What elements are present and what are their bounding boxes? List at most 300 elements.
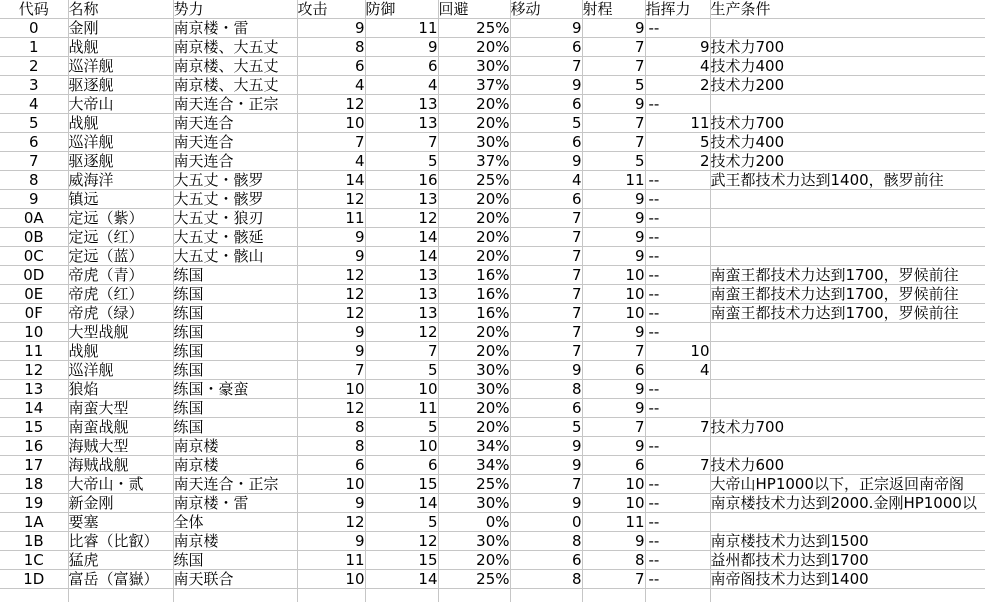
cell-defense[interactable]: 13 (365, 95, 438, 114)
cell-code[interactable]: 1 (0, 38, 68, 57)
cell-attack[interactable]: 10 (297, 114, 365, 133)
cell-command[interactable]: 7 (645, 456, 710, 475)
cell-faction[interactable]: 大五丈・骸罗 (173, 171, 297, 190)
cell-range[interactable]: 9 (582, 323, 645, 342)
cell-attack[interactable]: 4 (297, 152, 365, 171)
cell-condition[interactable]: 南蛮王都技术力达到1700，罗候前往 (710, 285, 985, 304)
cell-evasion[interactable]: 16% (438, 266, 510, 285)
cell-range[interactable]: 10 (582, 475, 645, 494)
cell-attack[interactable]: 14 (297, 171, 365, 190)
cell-command[interactable]: -- (645, 380, 710, 399)
cell-move[interactable]: 8 (510, 570, 582, 589)
cell-range[interactable]: 7 (582, 114, 645, 133)
cell-faction[interactable]: 南京楼・雷 (173, 19, 297, 38)
cell-evasion[interactable]: 34% (438, 437, 510, 456)
cell-name[interactable]: 帝虎（青） (68, 266, 173, 285)
cell-condition[interactable]: 技术力200 (710, 76, 985, 95)
cell-defense[interactable]: 11 (365, 19, 438, 38)
cell-command[interactable]: 4 (645, 361, 710, 380)
cell-range[interactable]: 9 (582, 399, 645, 418)
cell-range[interactable]: 10 (582, 494, 645, 513)
cell-command[interactable]: 4 (645, 57, 710, 76)
cell-code[interactable]: 5 (0, 114, 68, 133)
cell-range[interactable]: 7 (582, 342, 645, 361)
cell-condition[interactable]: 益州都技术力达到1700 (710, 551, 985, 570)
cell-condition[interactable] (710, 380, 985, 399)
cell-attack[interactable]: 10 (297, 570, 365, 589)
cell-move[interactable]: 9 (510, 494, 582, 513)
cell-command[interactable]: -- (645, 494, 710, 513)
cell-move[interactable]: 5 (510, 418, 582, 437)
cell-command[interactable]: -- (645, 285, 710, 304)
cell-name[interactable]: 比睿（比叡） (68, 532, 173, 551)
cell-faction[interactable]: 练国 (173, 304, 297, 323)
column-header-attack[interactable]: 攻击 (297, 0, 365, 19)
cell-move[interactable]: 9 (510, 437, 582, 456)
cell-faction[interactable]: 练国 (173, 361, 297, 380)
cell-condition[interactable] (710, 95, 985, 114)
cell-range[interactable]: 10 (582, 266, 645, 285)
cell-name[interactable]: 南蛮大型 (68, 399, 173, 418)
cell-faction[interactable]: 全体 (173, 513, 297, 532)
cell-code[interactable]: 15 (0, 418, 68, 437)
cell-condition[interactable]: 技术力400 (710, 133, 985, 152)
cell-faction[interactable]: 南京楼、大五丈 (173, 57, 297, 76)
cell-attack[interactable]: 7 (297, 133, 365, 152)
cell-evasion[interactable]: 20% (438, 228, 510, 247)
cell-command[interactable]: 2 (645, 76, 710, 95)
cell-evasion[interactable] (438, 589, 510, 602)
cell-command[interactable]: -- (645, 513, 710, 532)
cell-range[interactable]: 11 (582, 513, 645, 532)
cell-attack[interactable]: 10 (297, 475, 365, 494)
cell-move[interactable]: 0 (510, 513, 582, 532)
cell-code[interactable]: 1D (0, 570, 68, 589)
cell-attack[interactable]: 9 (297, 342, 365, 361)
cell-move[interactable]: 6 (510, 399, 582, 418)
cell-range[interactable]: 5 (582, 152, 645, 171)
cell-move[interactable]: 9 (510, 456, 582, 475)
cell-command[interactable]: -- (645, 475, 710, 494)
cell-defense[interactable]: 12 (365, 532, 438, 551)
cell-name[interactable]: 巡洋舰 (68, 57, 173, 76)
cell-name[interactable]: 镇远 (68, 190, 173, 209)
cell-code[interactable]: 0E (0, 285, 68, 304)
cell-command[interactable] (645, 589, 710, 602)
cell-defense[interactable] (365, 589, 438, 602)
cell-code[interactable]: 14 (0, 399, 68, 418)
cell-faction[interactable]: 南京楼 (173, 437, 297, 456)
cell-name[interactable]: 驱逐舰 (68, 76, 173, 95)
cell-attack[interactable]: 12 (297, 399, 365, 418)
cell-name[interactable]: 巡洋舰 (68, 133, 173, 152)
cell-command[interactable]: -- (645, 190, 710, 209)
cell-faction[interactable]: 南京楼 (173, 532, 297, 551)
cell-name[interactable]: 驱逐舰 (68, 152, 173, 171)
cell-condition[interactable]: 大帝山HP1000以下，正宗返回南帝阁 (710, 475, 985, 494)
cell-command[interactable]: -- (645, 228, 710, 247)
cell-defense[interactable]: 10 (365, 437, 438, 456)
cell-defense[interactable]: 9 (365, 38, 438, 57)
cell-move[interactable]: 6 (510, 133, 582, 152)
cell-code[interactable]: 13 (0, 380, 68, 399)
cell-range[interactable]: 7 (582, 570, 645, 589)
cell-move[interactable]: 4 (510, 171, 582, 190)
cell-range[interactable]: 11 (582, 171, 645, 190)
cell-command[interactable]: -- (645, 266, 710, 285)
cell-move[interactable]: 7 (510, 266, 582, 285)
cell-defense[interactable]: 5 (365, 418, 438, 437)
cell-command[interactable]: 11 (645, 114, 710, 133)
cell-command[interactable]: 10 (645, 342, 710, 361)
cell-condition[interactable]: 南帝阁技术力达到1400 (710, 570, 985, 589)
cell-move[interactable]: 9 (510, 76, 582, 95)
cell-attack[interactable]: 4 (297, 76, 365, 95)
cell-code[interactable]: 12 (0, 361, 68, 380)
cell-range[interactable]: 10 (582, 285, 645, 304)
cell-range[interactable]: 5 (582, 76, 645, 95)
cell-move[interactable]: 7 (510, 475, 582, 494)
cell-defense[interactable]: 5 (365, 152, 438, 171)
cell-range[interactable]: 9 (582, 95, 645, 114)
cell-attack[interactable] (297, 589, 365, 602)
cell-code[interactable]: 16 (0, 437, 68, 456)
cell-faction[interactable]: 练国 (173, 342, 297, 361)
cell-code[interactable]: 3 (0, 76, 68, 95)
cell-range[interactable]: 6 (582, 456, 645, 475)
cell-evasion[interactable]: 20% (438, 209, 510, 228)
cell-code[interactable]: 17 (0, 456, 68, 475)
cell-name[interactable]: 新金刚 (68, 494, 173, 513)
cell-name[interactable] (68, 589, 173, 602)
cell-defense[interactable]: 13 (365, 190, 438, 209)
cell-code[interactable]: 0B (0, 228, 68, 247)
cell-evasion[interactable]: 16% (438, 285, 510, 304)
cell-name[interactable]: 大帝山・贰 (68, 475, 173, 494)
cell-faction[interactable]: 南京楼、大五丈 (173, 38, 297, 57)
cell-attack[interactable]: 12 (297, 95, 365, 114)
cell-name[interactable]: 海贼大型 (68, 437, 173, 456)
cell-faction[interactable]: 练国 (173, 323, 297, 342)
cell-condition[interactable]: 技术力700 (710, 418, 985, 437)
cell-evasion[interactable]: 37% (438, 76, 510, 95)
cell-command[interactable]: -- (645, 171, 710, 190)
cell-move[interactable]: 7 (510, 228, 582, 247)
cell-code[interactable]: 0C (0, 247, 68, 266)
cell-defense[interactable]: 14 (365, 247, 438, 266)
cell-attack[interactable]: 6 (297, 456, 365, 475)
cell-faction[interactable]: 南京楼 (173, 456, 297, 475)
cell-defense[interactable]: 13 (365, 304, 438, 323)
cell-defense[interactable]: 15 (365, 475, 438, 494)
cell-attack[interactable]: 12 (297, 190, 365, 209)
cell-evasion[interactable]: 25% (438, 570, 510, 589)
cell-defense[interactable]: 15 (365, 551, 438, 570)
cell-defense[interactable]: 14 (365, 228, 438, 247)
cell-code[interactable]: 19 (0, 494, 68, 513)
cell-command[interactable]: -- (645, 551, 710, 570)
cell-command[interactable]: 7 (645, 418, 710, 437)
column-header-condition[interactable]: 生产条件 (710, 0, 985, 19)
cell-range[interactable]: 7 (582, 57, 645, 76)
cell-condition[interactable]: 南蛮王都技术力达到1700，罗候前往 (710, 266, 985, 285)
cell-code[interactable]: 4 (0, 95, 68, 114)
cell-faction[interactable]: 大五丈・骸延 (173, 228, 297, 247)
cell-move[interactable]: 9 (510, 152, 582, 171)
cell-faction[interactable]: 练国 (173, 418, 297, 437)
cell-name[interactable]: 巡洋舰 (68, 361, 173, 380)
cell-defense[interactable]: 13 (365, 114, 438, 133)
cell-range[interactable]: 9 (582, 380, 645, 399)
cell-move[interactable]: 9 (510, 361, 582, 380)
cell-name[interactable]: 威海洋 (68, 171, 173, 190)
cell-faction[interactable]: 南京楼・雷 (173, 494, 297, 513)
cell-range[interactable]: 7 (582, 133, 645, 152)
cell-attack[interactable]: 9 (297, 19, 365, 38)
cell-condition[interactable]: 技术力700 (710, 114, 985, 133)
cell-attack[interactable]: 10 (297, 380, 365, 399)
cell-evasion[interactable]: 20% (438, 247, 510, 266)
cell-evasion[interactable]: 20% (438, 114, 510, 133)
cell-range[interactable]: 7 (582, 38, 645, 57)
cell-name[interactable]: 战舰 (68, 38, 173, 57)
cell-name[interactable]: 南蛮战舰 (68, 418, 173, 437)
cell-evasion[interactable]: 20% (438, 418, 510, 437)
cell-evasion[interactable]: 30% (438, 494, 510, 513)
column-header-range[interactable]: 射程 (582, 0, 645, 19)
cell-code[interactable]: 8 (0, 171, 68, 190)
cell-command[interactable]: -- (645, 209, 710, 228)
cell-move[interactable]: 7 (510, 304, 582, 323)
cell-defense[interactable]: 13 (365, 266, 438, 285)
cell-code[interactable]: 18 (0, 475, 68, 494)
column-header-code[interactable]: 代码 (0, 0, 68, 19)
cell-code[interactable]: 7 (0, 152, 68, 171)
cell-defense[interactable]: 5 (365, 513, 438, 532)
cell-move[interactable]: 7 (510, 247, 582, 266)
cell-move[interactable]: 7 (510, 209, 582, 228)
cell-defense[interactable]: 14 (365, 570, 438, 589)
cell-evasion[interactable]: 20% (438, 551, 510, 570)
cell-condition[interactable] (710, 399, 985, 418)
cell-condition[interactable] (710, 228, 985, 247)
column-header-name[interactable]: 名称 (68, 0, 173, 19)
column-header-command[interactable]: 指挥力 (645, 0, 710, 19)
cell-move[interactable]: 6 (510, 551, 582, 570)
cell-condition[interactable] (710, 361, 985, 380)
cell-defense[interactable]: 11 (365, 399, 438, 418)
cell-condition[interactable] (710, 19, 985, 38)
cell-range[interactable]: 6 (582, 361, 645, 380)
cell-name[interactable]: 战舰 (68, 342, 173, 361)
cell-evasion[interactable]: 20% (438, 342, 510, 361)
cell-command[interactable]: -- (645, 323, 710, 342)
cell-attack[interactable]: 12 (297, 304, 365, 323)
cell-evasion[interactable]: 20% (438, 323, 510, 342)
cell-attack[interactable]: 12 (297, 513, 365, 532)
cell-evasion[interactable]: 30% (438, 380, 510, 399)
cell-faction[interactable]: 南天连合 (173, 114, 297, 133)
cell-faction[interactable]: 大五丈・狼刃 (173, 209, 297, 228)
cell-evasion[interactable]: 25% (438, 19, 510, 38)
cell-faction[interactable]: 南天连合・正宗 (173, 95, 297, 114)
cell-move[interactable] (510, 589, 582, 602)
cell-move[interactable]: 8 (510, 380, 582, 399)
cell-attack[interactable]: 9 (297, 247, 365, 266)
cell-condition[interactable]: 技术力700 (710, 38, 985, 57)
cell-command[interactable]: -- (645, 532, 710, 551)
cell-code[interactable]: 9 (0, 190, 68, 209)
cell-faction[interactable]: 练国・豪蛮 (173, 380, 297, 399)
cell-name[interactable]: 金刚 (68, 19, 173, 38)
cell-range[interactable]: 9 (582, 247, 645, 266)
cell-name[interactable]: 帝虎（绿） (68, 304, 173, 323)
cell-name[interactable]: 海贼战舰 (68, 456, 173, 475)
cell-condition[interactable]: 技术力600 (710, 456, 985, 475)
cell-condition[interactable] (710, 513, 985, 532)
cell-range[interactable] (582, 589, 645, 602)
cell-condition[interactable] (710, 209, 985, 228)
cell-command[interactable]: -- (645, 247, 710, 266)
cell-move[interactable]: 7 (510, 285, 582, 304)
cell-faction[interactable]: 南天联合 (173, 570, 297, 589)
cell-evasion[interactable]: 34% (438, 456, 510, 475)
cell-name[interactable]: 猛虎 (68, 551, 173, 570)
cell-name[interactable]: 战舰 (68, 114, 173, 133)
cell-attack[interactable]: 9 (297, 228, 365, 247)
cell-command[interactable]: -- (645, 437, 710, 456)
cell-code[interactable]: 0D (0, 266, 68, 285)
cell-name[interactable]: 定远（紫） (68, 209, 173, 228)
column-header-move[interactable]: 移动 (510, 0, 582, 19)
cell-move[interactable]: 9 (510, 19, 582, 38)
cell-range[interactable]: 8 (582, 551, 645, 570)
cell-code[interactable]: 0A (0, 209, 68, 228)
cell-defense[interactable]: 10 (365, 380, 438, 399)
cell-condition[interactable]: 技术力200 (710, 152, 985, 171)
cell-attack[interactable]: 9 (297, 494, 365, 513)
cell-range[interactable]: 9 (582, 228, 645, 247)
cell-name[interactable]: 帝虎（红） (68, 285, 173, 304)
cell-faction[interactable]: 南天连合 (173, 133, 297, 152)
cell-faction[interactable]: 练国 (173, 266, 297, 285)
cell-code[interactable]: 1A (0, 513, 68, 532)
cell-defense[interactable]: 4 (365, 76, 438, 95)
cell-evasion[interactable]: 0% (438, 513, 510, 532)
cell-condition[interactable]: 南蛮王都技术力达到1700，罗候前往 (710, 304, 985, 323)
cell-name[interactable]: 定远（蓝） (68, 247, 173, 266)
cell-move[interactable]: 7 (510, 342, 582, 361)
cell-command[interactable]: -- (645, 304, 710, 323)
cell-condition[interactable]: 南京楼技术力达到2000.金刚HP1000以 (710, 494, 985, 513)
cell-command[interactable]: -- (645, 570, 710, 589)
cell-faction[interactable]: 南天连合・正宗 (173, 475, 297, 494)
cell-defense[interactable]: 12 (365, 323, 438, 342)
cell-evasion[interactable]: 20% (438, 95, 510, 114)
cell-defense[interactable]: 16 (365, 171, 438, 190)
cell-code[interactable]: 0F (0, 304, 68, 323)
column-header-faction[interactable]: 势力 (173, 0, 297, 19)
column-header-defense[interactable]: 防御 (365, 0, 438, 19)
cell-evasion[interactable]: 25% (438, 171, 510, 190)
cell-evasion[interactable]: 37% (438, 152, 510, 171)
cell-code[interactable]: 2 (0, 57, 68, 76)
cell-condition[interactable] (710, 190, 985, 209)
cell-defense[interactable]: 5 (365, 361, 438, 380)
cell-faction[interactable]: 南京楼、大五丈 (173, 76, 297, 95)
cell-attack[interactable]: 9 (297, 323, 365, 342)
cell-move[interactable]: 8 (510, 532, 582, 551)
cell-name[interactable]: 要塞 (68, 513, 173, 532)
cell-attack[interactable]: 11 (297, 209, 365, 228)
cell-defense[interactable]: 7 (365, 133, 438, 152)
cell-attack[interactable]: 9 (297, 532, 365, 551)
cell-command[interactable]: 5 (645, 133, 710, 152)
cell-code[interactable]: 1C (0, 551, 68, 570)
cell-evasion[interactable]: 20% (438, 190, 510, 209)
cell-code[interactable] (0, 589, 68, 602)
cell-faction[interactable]: 大五丈・骸山 (173, 247, 297, 266)
cell-condition[interactable]: 南京楼技术力达到1500 (710, 532, 985, 551)
cell-code[interactable]: 11 (0, 342, 68, 361)
cell-attack[interactable]: 8 (297, 38, 365, 57)
cell-name[interactable]: 定远（红） (68, 228, 173, 247)
cell-move[interactable]: 6 (510, 190, 582, 209)
cell-defense[interactable]: 7 (365, 342, 438, 361)
cell-faction[interactable]: 大五丈・骸罗 (173, 190, 297, 209)
cell-faction[interactable]: 练国 (173, 399, 297, 418)
cell-move[interactable]: 7 (510, 323, 582, 342)
cell-command[interactable]: -- (645, 399, 710, 418)
cell-command[interactable]: 9 (645, 38, 710, 57)
cell-code[interactable]: 10 (0, 323, 68, 342)
cell-range[interactable]: 9 (582, 437, 645, 456)
cell-attack[interactable]: 12 (297, 285, 365, 304)
cell-defense[interactable]: 13 (365, 285, 438, 304)
cell-evasion[interactable]: 30% (438, 361, 510, 380)
cell-evasion[interactable]: 30% (438, 133, 510, 152)
cell-condition[interactable]: 技术力400 (710, 57, 985, 76)
cell-defense[interactable]: 6 (365, 456, 438, 475)
cell-move[interactable]: 6 (510, 38, 582, 57)
cell-name[interactable]: 富岳（富嶽） (68, 570, 173, 589)
cell-command[interactable]: 2 (645, 152, 710, 171)
cell-code[interactable]: 6 (0, 133, 68, 152)
cell-name[interactable]: 大帝山 (68, 95, 173, 114)
cell-command[interactable]: -- (645, 19, 710, 38)
cell-range[interactable]: 10 (582, 304, 645, 323)
cell-evasion[interactable]: 25% (438, 475, 510, 494)
cell-condition[interactable] (710, 247, 985, 266)
cell-name[interactable]: 狼焰 (68, 380, 173, 399)
cell-move[interactable]: 7 (510, 57, 582, 76)
cell-code[interactable]: 0 (0, 19, 68, 38)
cell-condition[interactable] (710, 437, 985, 456)
cell-condition[interactable] (710, 342, 985, 361)
cell-evasion[interactable]: 20% (438, 399, 510, 418)
cell-move[interactable]: 6 (510, 95, 582, 114)
cell-condition[interactable]: 武王都技术力达到1400，骸罗前往 (710, 171, 985, 190)
cell-defense[interactable]: 14 (365, 494, 438, 513)
cell-faction[interactable] (173, 589, 297, 602)
cell-range[interactable]: 9 (582, 209, 645, 228)
cell-attack[interactable]: 11 (297, 551, 365, 570)
cell-command[interactable]: -- (645, 95, 710, 114)
cell-move[interactable]: 5 (510, 114, 582, 133)
cell-attack[interactable]: 8 (297, 418, 365, 437)
cell-range[interactable]: 9 (582, 532, 645, 551)
cell-condition[interactable] (710, 323, 985, 342)
